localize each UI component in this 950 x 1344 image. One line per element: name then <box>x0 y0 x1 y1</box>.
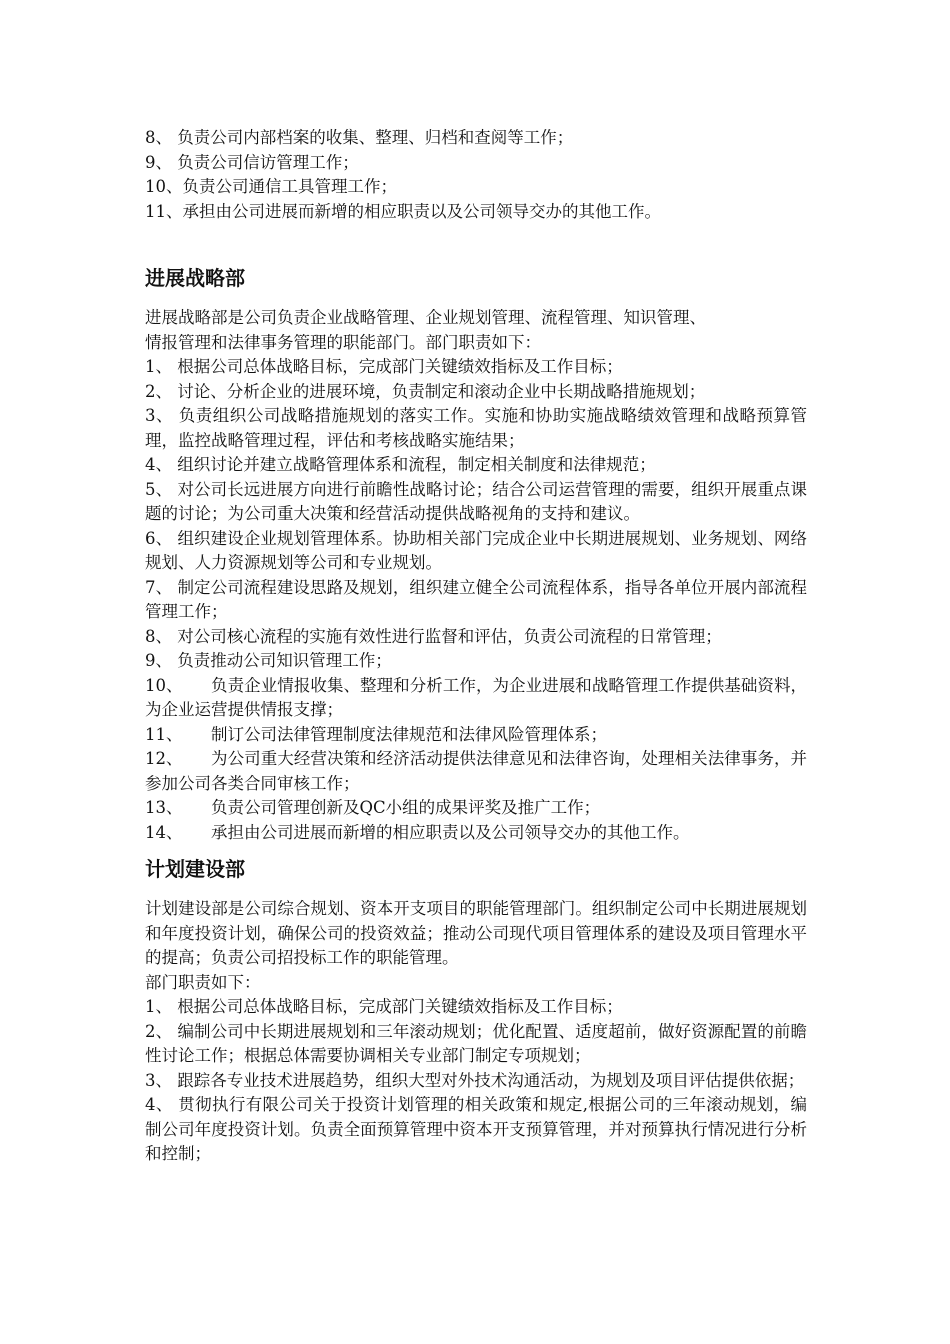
document-page <box>145 126 807 1167</box>
list-item: 9、 负责公司信访管理工作； <box>145 152 359 172</box>
top-list <box>145 126 807 224</box>
list-item: 11、 承担由公司进展而新增的相应职责以及公司领导交办的其他工作。 <box>145 201 661 221</box>
list-item: 2、 讨论、分析企业的进展环境，负责制定和滚动企业中长期战略措施规划； <box>145 381 706 401</box>
list-item: 2、 编制公司中长期进展规划和三年滚动规划；优化配置、适度超前，做好资源配置的前瞻性讨论工作；根据总体需要协调相关专业部门制定专项规划； <box>145 1021 807 1065</box>
list-item: 12、 为公司重大经营决策和经济活动提供法律意见和法律咨询，处理相关法律事务，并参加公司各类合同审核工作； <box>145 749 807 793</box>
list-item: 4、 组织讨论并建立战略管理体系和流程，制定相关制度和法律规范； <box>145 455 656 474</box>
section-heading-planning: 计划建设部 <box>145 857 245 881</box>
list-item: 3、 负责组织公司战略措施规划的落实工作。实施和协助实施战略绩效管理和战略预算管理，监控战略管理过程，评估和考核战略实施结果； <box>145 406 808 450</box>
list-item: 3、 跟踪各专业技术进展趋势，组织大型对外技术沟通活动，为规划及项目评估提供依据； <box>145 1070 805 1090</box>
list-item: 8、 负责公司内部档案的收集、整理、归档和查阅等工作； <box>145 128 574 147</box>
list-item: 11、 制订公司法律管理制度法律规范和法律风险管理体系； <box>145 724 607 744</box>
list-item: 4、 贯彻执行有限公司关于投资计划管理的相关政策和规定,根据公司的三年滚动规划，编制公司年度投资计划。负责全面预算管理中资本开支预算管理，并对预算执行情况进行分析和控制； <box>145 1095 807 1163</box>
list-item: 10、 负责企业情报收集、整理和分析工作，为企业进展和战略管理工作提供基础资料，为企业运营提供情报支撑； <box>145 675 807 719</box>
list-item: 1、 根据公司总体战略目标，完成部门关键绩效指标及工作目标； <box>145 357 623 376</box>
list-item: 13、 负责公司管理创新及QC小组的成果评奖及推广工作； <box>145 798 601 817</box>
section-heading-strategy: 进展战略部 <box>145 266 245 290</box>
list-item: 9、 负责推动公司知识管理工作； <box>145 651 392 670</box>
list-item: 10、 负责公司通信工具管理工作； <box>145 177 397 196</box>
duty-list-strategy <box>145 355 807 845</box>
duty-list-planning <box>145 995 807 1167</box>
list-item: 1、 根据公司总体战略目标，完成部门关键绩效指标及工作目标； <box>145 997 623 1016</box>
section-intro: 计划建设部是公司综合规划、资本开支项目的职能管理部门。组织制定公司中长期进展规划和年度投资计划，确保公司的投资效益；推动公司现代项目管理体系的建设及项目管理水平的提高；负责公司招投标工作的职能管理。 <box>145 899 807 967</box>
list-item: 6、 组织建设企业规划管理体系。协助相关部门完成企业中长期进展规划、业务规划、网络规划、人力资源规划等公司和专业规划。 <box>145 528 807 572</box>
list-item: 14、 承担由公司进展而新增的相应职责以及公司领导交办的其他工作。 <box>145 822 690 842</box>
list-item: 7、 制定公司流程建设思路及规划，组织建立健全公司流程体系，指导各单位开展内部流程管理工作； <box>145 577 807 621</box>
section-intro: 情报管理和法律事务管理的职能部门。部门职责如下： <box>145 332 541 352</box>
list-item: 5、 对公司长远进展方向进行前瞻性战略讨论；结合公司运营管理的需要，组织开展重点课题的讨论；为公司重大决策和经营活动提供战略视角的支持和建议。 <box>145 479 807 523</box>
list-item: 8、 对公司核心流程的实施有效性进行监督和评估，负责公司流程的日常管理； <box>145 626 722 646</box>
section-intro: 进展战略部是公司负责企业战略管理、企业规划管理、流程管理、知识管理、 <box>145 308 706 327</box>
section-intro-tail: 部门职责如下： <box>145 972 261 992</box>
